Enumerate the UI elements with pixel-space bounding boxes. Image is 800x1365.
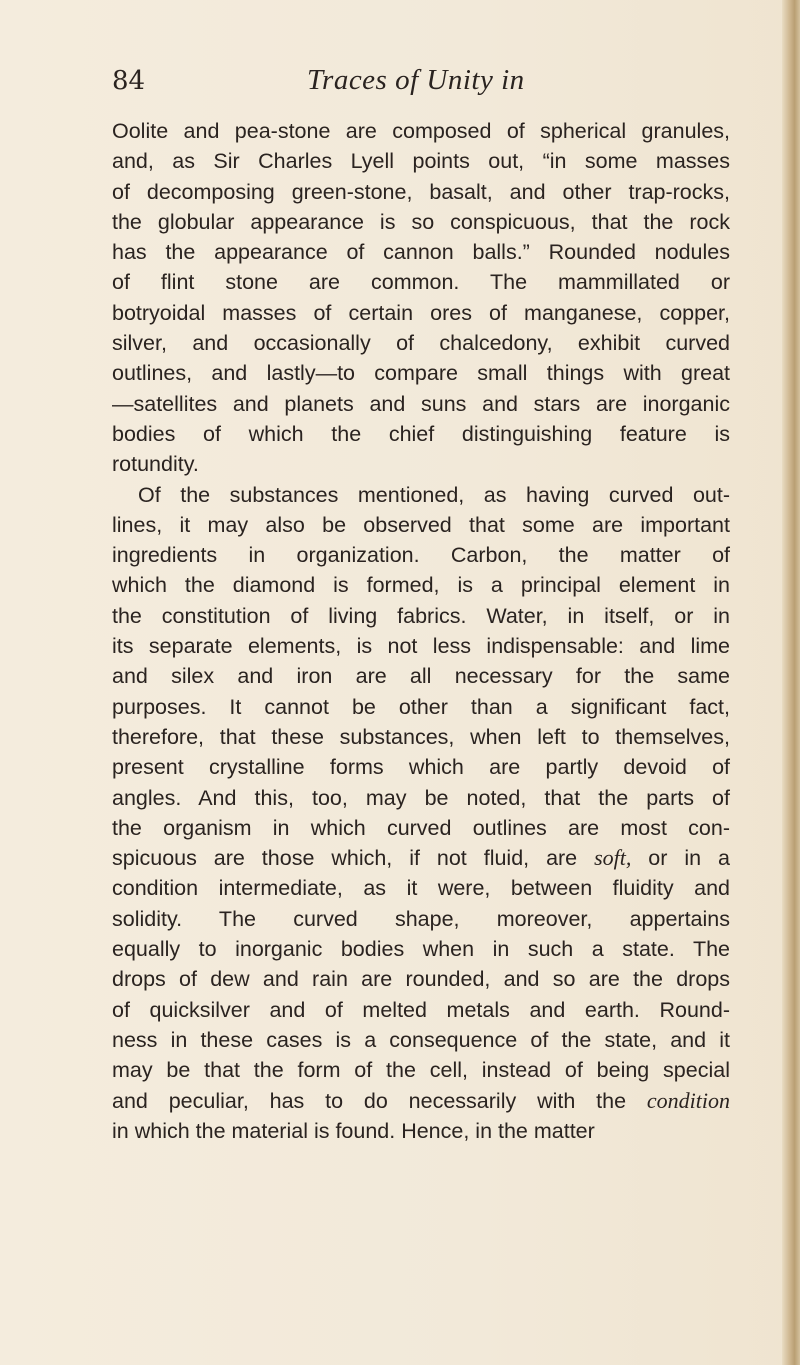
text-segment: ingredients in organization. Carbon, the matter of [112,543,730,568]
text-segment: silver, and occasionally of chalcedony, exhibit curved [112,331,730,356]
text-segment: outlines, and lastly—to compare small things with great [112,361,730,386]
text-segment: present crystalline forms which are partly devoid of [112,755,730,780]
text-line [112,570,730,600]
text-line [112,419,730,449]
text-line [112,631,730,661]
italic-text: soft, [594,845,632,871]
text-line [112,267,730,297]
text-line [112,449,730,479]
text-segment: Of the substances mentioned, as having curved out- [138,482,730,507]
text-line [112,1025,730,1055]
text-segment: therefore, that these substances, when left to themselves, [112,724,730,749]
text-line [112,934,730,964]
text-line [112,692,730,722]
text-segment: condition intermediate, as it were, between fluidity and [112,876,730,901]
page-edge-shadow [782,0,800,1365]
italic-text: condition [646,1087,730,1113]
text-line [112,752,730,782]
text-line [112,843,730,873]
text-line [112,783,730,813]
text-segment: may be that the form of the cell, instead of being special [112,1058,730,1083]
text-segment: and, as Sir Charles Lyell points out, “in some masses [112,149,730,174]
running-head: Traces of Unity in [307,64,525,96]
text-line [112,480,730,510]
text-segment: its separate elements, is not less indispensable: and lime [112,634,730,659]
text-line [112,904,730,934]
text-line [112,328,730,358]
paragraph [112,116,730,480]
page-number: 84 [112,66,146,96]
text-line [112,1086,730,1116]
text-line [112,177,730,207]
text-segment: the constitution of living fabrics. Water, in itself, or in [112,603,730,628]
text-segment: equally to inorganic bodies when in such a state. The [112,937,730,962]
text-line [112,661,730,691]
text-segment: which the diamond is formed, is a principal element in [112,573,730,598]
text-segment: lines, it may also be observed that some are important [112,512,730,537]
text-line [112,358,730,388]
text-segment: Oolite and pea-stone are composed of spherical granules, [112,119,730,143]
text-line [112,207,730,237]
paragraph [112,480,730,1147]
text-segment: ness in these cases is a consequence of the state, and it [112,1027,730,1052]
text-line [112,116,730,146]
text-segment: angles. And this, too, may be noted, that the parts of [112,785,730,810]
text-segment: spicuous are those which, if not fluid, are [112,846,595,871]
text-line [112,540,730,570]
text-segment: solidity. The curved shape, moreover, appertains [112,906,730,931]
text-line [112,873,730,903]
text-segment: in which the material is found. Hence, in the matter [112,1118,595,1143]
text-segment: has the appearance of cannon balls.” Rounded nodules [112,240,730,265]
text-segment: drops of dew and rain are rounded, and so are the drops [112,967,730,992]
text-segment: and silex and iron are all necessary for the same [112,664,730,689]
text-segment: purposes. It cannot be other than a significant fact, [112,694,730,719]
text-line [112,298,730,328]
text-line [112,813,730,843]
text-segment: of quicksilver and of melted metals and earth. Round- [112,997,730,1022]
text-segment: the globular appearance is so conspicuous, that the rock [112,209,730,234]
text-segment: of decomposing green-stone, basalt, and other trap-rocks, [112,179,730,204]
text-segment: or in a [631,846,730,871]
text-line [112,995,730,1025]
text-line [112,1116,730,1146]
text-line [112,601,730,631]
text-line [112,1055,730,1085]
text-segment: of flint stone are common. The mammillated or [112,270,730,295]
text-line [112,237,730,267]
text-segment: and peculiar, has to do necessarily with the [112,1088,647,1113]
text-line [112,510,730,540]
text-segment: —satellites and planets and suns and stars are inorganic [112,391,730,416]
text-line [112,146,730,176]
text-line [112,964,730,994]
text-line [112,722,730,752]
text-segment: the organism in which curved outlines are most con- [112,815,730,840]
text-segment: rotundity. [112,452,199,477]
page-header [112,64,732,114]
text-line [112,389,730,419]
text-segment: bodies of which the chief distinguishing feature is [112,421,730,446]
text-segment: botryoidal masses of certain ores of manganese, copper, [112,300,730,325]
body-text [112,116,730,1146]
